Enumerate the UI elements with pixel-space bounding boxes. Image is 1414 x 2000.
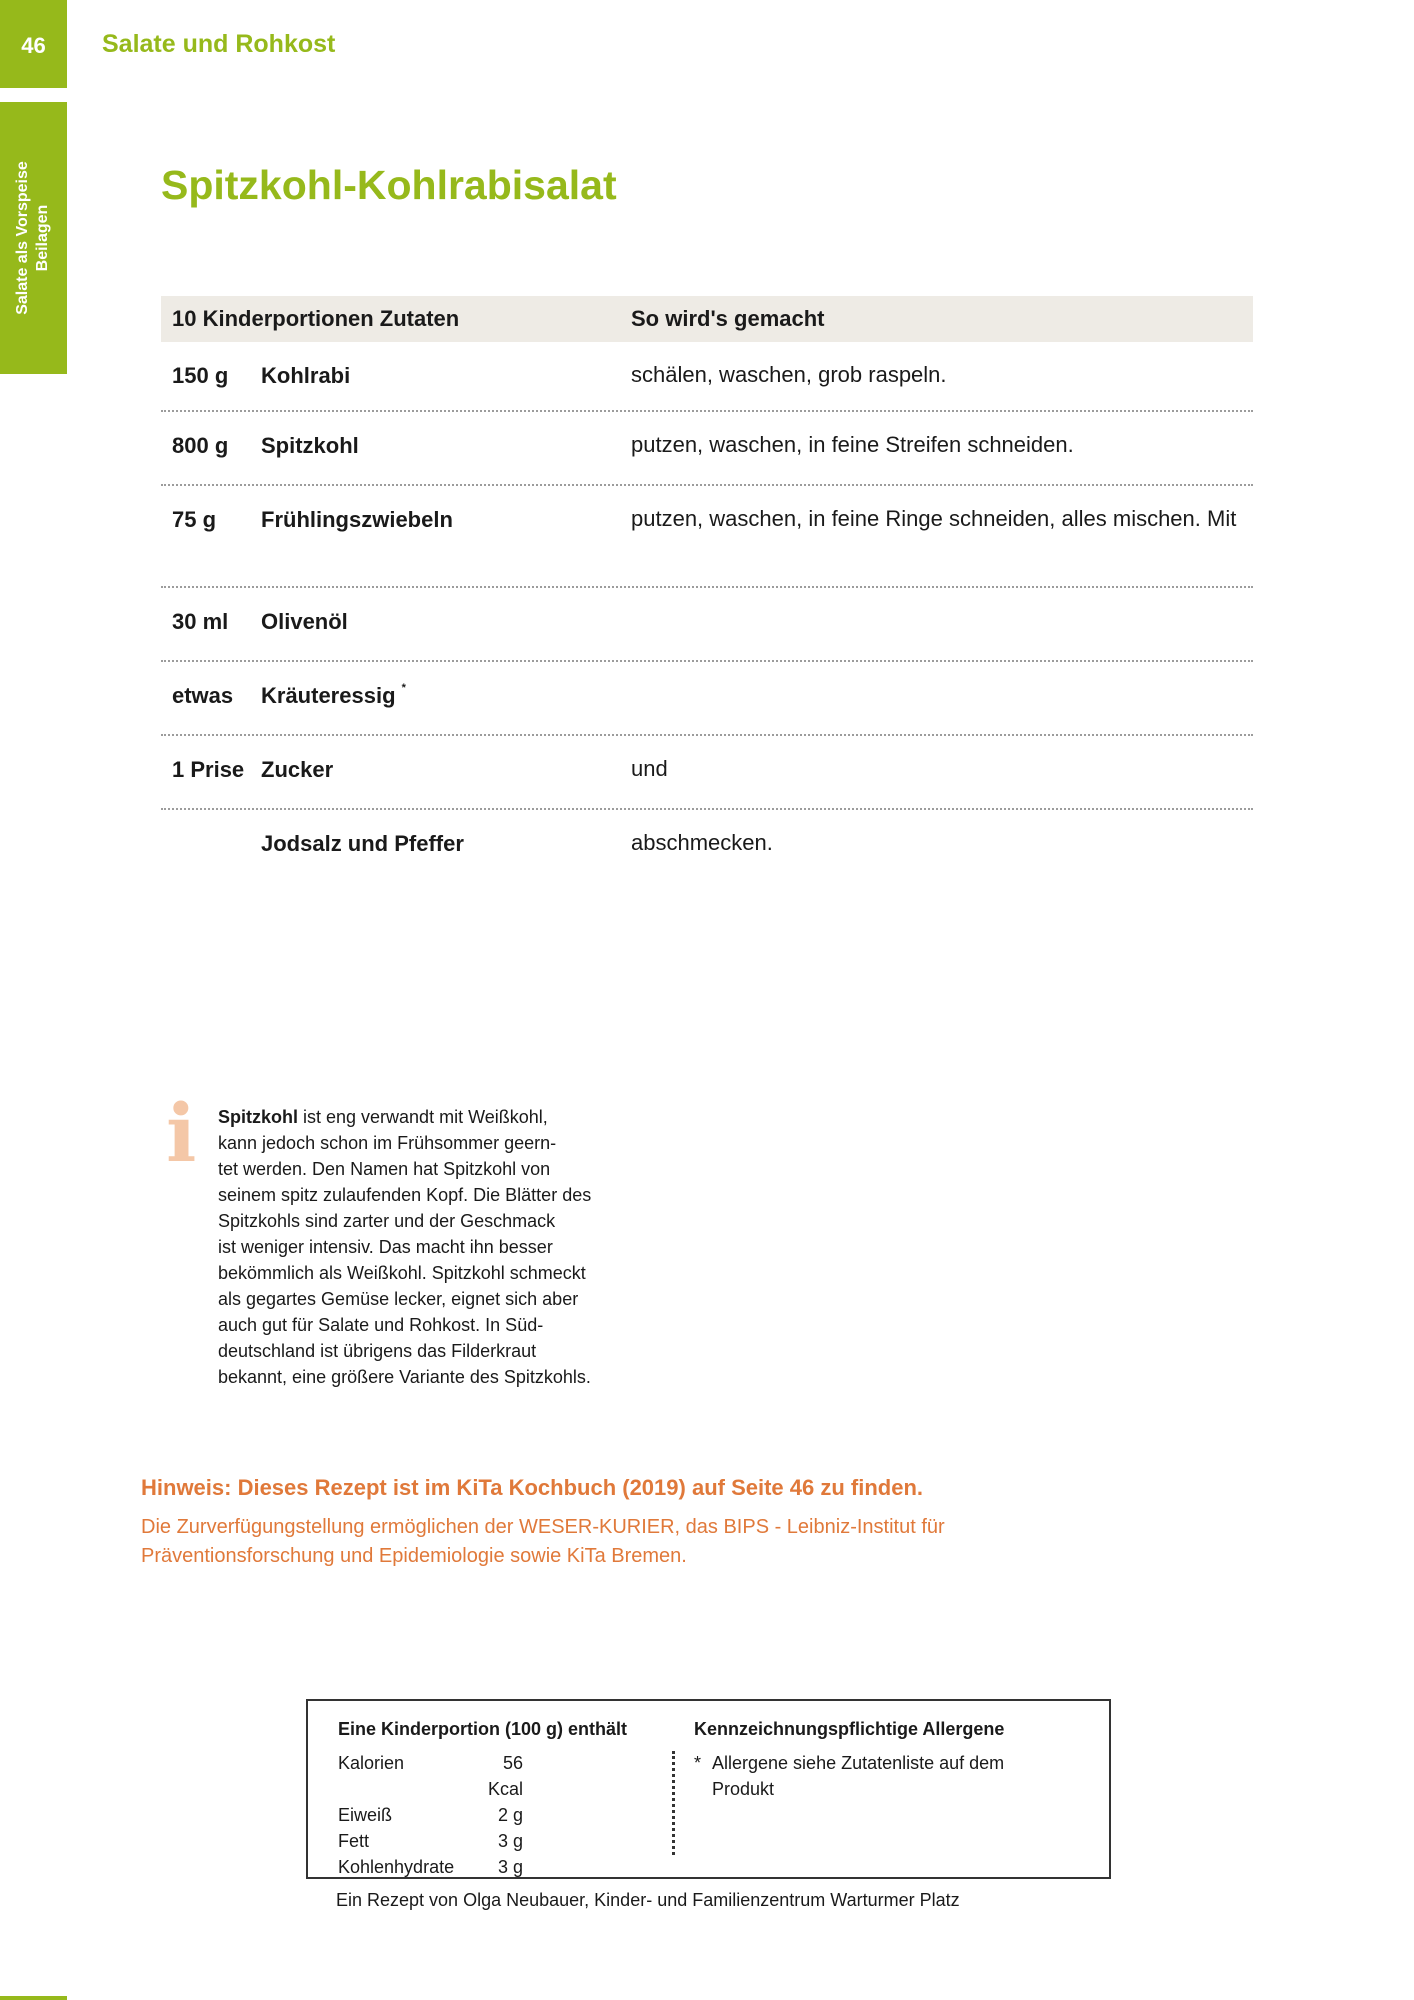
info-lead: Spitzkohl	[218, 1107, 298, 1127]
info-line	[218, 1104, 638, 1130]
allergen-text	[712, 1750, 1052, 1802]
info-line: bekömmlich als Weißkohl. Spitzkohl schmeckt	[218, 1263, 586, 1283]
nutrition-facts	[338, 1719, 668, 1880]
nutrition-value: 2 g	[497, 1805, 523, 1825]
table-row	[161, 588, 1253, 662]
info-line: Spitzkohls sind zarter und der Geschmack	[218, 1211, 556, 1231]
ingredient-quantity: etwas	[172, 683, 234, 708]
nutrition-heading: Eine Kinderportion (100 g) enthält	[338, 1719, 628, 1739]
ingredient-label: Kräuteressig	[261, 683, 396, 708]
ingredient-name	[261, 609, 631, 635]
allergen-line: Produkt	[712, 1779, 775, 1799]
info-line: auch gut für Salate und Rohkost. In Süd-	[218, 1315, 544, 1335]
ingredient-label: Spitzkohl	[261, 433, 359, 458]
table-row	[161, 810, 1253, 880]
method-step: putzen, waschen, in feine Ringe schneiden, alles mischen. Mit	[631, 506, 1237, 531]
table-header	[161, 296, 1253, 342]
nutrition-row	[338, 1828, 668, 1854]
info-line: als gegartes Gemüse lecker, eignet sich aber	[218, 1289, 579, 1309]
ingredient-quantity: 75 g	[172, 507, 217, 532]
nutrition-divider	[672, 1751, 675, 1855]
info-line: bekannt, eine größere Variante des Spitzkohls.	[218, 1367, 591, 1387]
recipe-credit: Ein Rezept von Olga Neubauer, Kinder- und Familienzentrum Warturmer Platz	[336, 1890, 960, 1910]
nutrition-box	[306, 1699, 1111, 1879]
header-method: So wird's gemacht	[631, 306, 825, 331]
ingredient-quantity: 150 g	[172, 363, 229, 388]
ingredient-quantity: 800 g	[172, 433, 229, 458]
nutrition-row	[338, 1750, 668, 1802]
allergen-heading: Kennzeichnungspflichtige Allergene	[694, 1719, 1005, 1739]
ingredient-label: Zucker	[261, 757, 334, 782]
ingredient-name	[261, 683, 631, 709]
method-step: und	[631, 756, 668, 781]
method-step: schälen, waschen, grob raspeln.	[631, 362, 947, 387]
nutrition-value: 3 g	[497, 1857, 523, 1877]
recipe-title: Spitzkohl-Kohlrabisalat	[161, 162, 617, 208]
section-title: Salate und Rohkost	[102, 30, 336, 58]
hint-line: Präventionsforschung und Epidemiologie sowie KiTa Bremen.	[141, 1545, 687, 1567]
info-line: seinem spitz zulaufenden Kopf. Die Blätter des	[218, 1185, 592, 1205]
side-tab	[0, 102, 67, 374]
nutrition-label: Kohlenhydrate	[338, 1857, 455, 1877]
recipe-table	[161, 296, 1253, 880]
nutrition-label: Kalorien	[338, 1753, 405, 1773]
ingredient-name	[261, 507, 631, 533]
nutrition-row	[338, 1802, 668, 1828]
nutrition-value: 3 g	[497, 1831, 523, 1851]
side-tab-label	[13, 161, 53, 315]
allergen-marker: *	[401, 681, 406, 694]
info-line: ist weniger intensiv. Das macht ihn besser	[218, 1237, 553, 1257]
table-row	[161, 412, 1253, 486]
allergen-star: *	[694, 1753, 702, 1773]
allergen-info	[694, 1719, 1074, 1802]
ingredient-label: Jodsalz und Pfeffer	[261, 831, 464, 856]
allergen-note	[694, 1750, 1074, 1802]
table-row	[161, 736, 1253, 810]
nutrition-label: Fett	[338, 1831, 370, 1851]
nutrition-row	[338, 1854, 668, 1880]
side-tab-line-1: Salate als Vorspeise	[14, 161, 31, 315]
ingredient-name	[261, 363, 631, 389]
info-icon: i	[166, 1086, 197, 1180]
ingredient-name	[261, 433, 631, 459]
method-step: abschmecken.	[631, 830, 773, 855]
method-step: putzen, waschen, in feine Streifen schneiden.	[631, 432, 1074, 457]
header-ingredients: 10 Kinderportionen Zutaten	[172, 306, 460, 331]
hint-line: Die Zurverfügungstellung ermöglichen der WESER-KURIER, das BIPS - Leibniz-Institut für	[141, 1516, 945, 1538]
ingredient-label: Olivenöl	[261, 609, 348, 634]
ingredient-quantity: 30 ml	[172, 609, 229, 634]
info-line: kann jedoch schon im Frühsommer geern-	[218, 1133, 557, 1153]
table-row	[161, 486, 1253, 588]
table-row	[161, 662, 1253, 736]
ingredient-quantity: 1 Prise	[172, 757, 245, 782]
nutrition-label: Eiweiß	[338, 1805, 393, 1825]
ingredient-label: Frühlingszwiebeln	[261, 507, 453, 532]
ingredient-label: Kohlrabi	[261, 363, 351, 388]
ingredient-name	[261, 831, 631, 857]
allergen-line: Allergene siehe Zutatenliste auf dem	[712, 1753, 1005, 1773]
side-tab-line-2: Beilagen	[34, 204, 51, 272]
hint-text	[141, 1513, 1041, 1571]
page-number: 46	[0, 0, 67, 88]
ingredient-name	[261, 757, 631, 783]
info-line: tet werden. Den Namen hat Spitzkohl von	[218, 1159, 551, 1179]
info-text	[218, 1104, 638, 1390]
info-line: deutschland ist übrigens das Filderkraut	[218, 1341, 537, 1361]
table-row	[161, 342, 1253, 412]
bottom-mark	[0, 1996, 67, 2000]
nutrition-value: 56 Kcal	[487, 1753, 523, 1799]
info-line-text: ist eng verwandt mit Weißkohl,	[298, 1107, 548, 1127]
hint-title: Hinweis: Dieses Rezept ist im KiTa Kochbuch (2019) auf Seite 46 zu finden.	[141, 1475, 923, 1500]
